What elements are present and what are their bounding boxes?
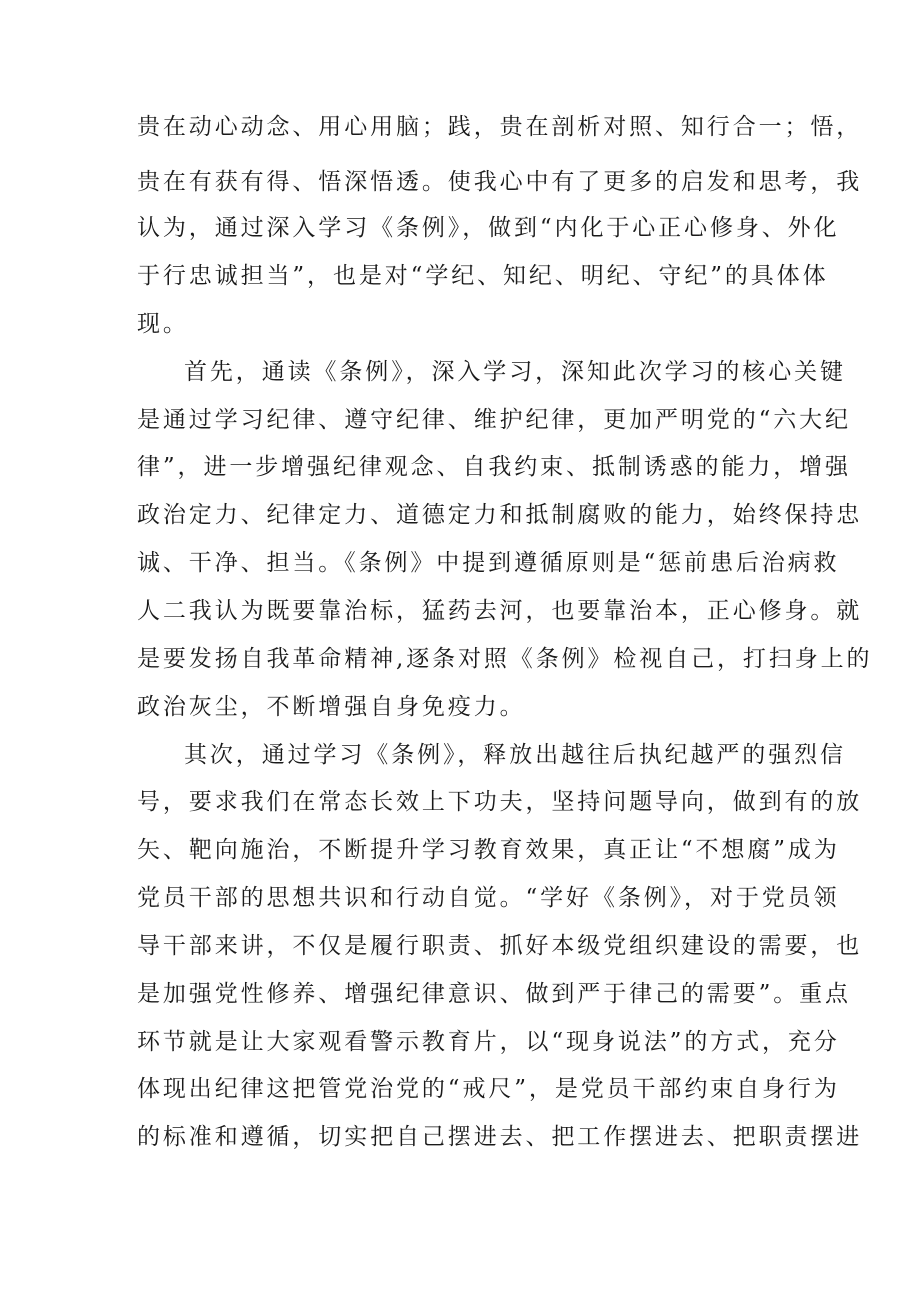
text-line: 认为，通过深入学习《条例》，做到“内化于心正心修身、外化 [137, 215, 840, 241]
text-line: 的标准和遵循，切实把自己摆进去、把工作摆进去、把职责摆进 [137, 1124, 863, 1150]
text-line: 是要发扬自我革命精神,逐条对照《条例》检视自己，打扫身上的 [137, 646, 873, 672]
text-line: 党员干部的思想共识和行动自觉。“学好《条例》，对于党员领 [137, 885, 840, 911]
text-line: 贵在有获有得、悟深悟透。使我心中有了更多的启发和思考，我 [137, 169, 863, 195]
text-line: 体现出纪律这把管党治党的“戒尺”，是党员干部约束自身行为 [137, 1076, 840, 1102]
text-line: 律”，进一步增强纪律观念、自我约束、抵制诱惑的能力，增强 [137, 454, 851, 480]
text-line: 导干部来讲，不仅是履行职责、抓好本级党组织建设的需要，也 [137, 933, 863, 959]
paragraph-first-line: 其次，通过学习《条例》，释放出越往后执纪越严的强烈信 [184, 742, 846, 768]
text-line: 诚、干净、担当。《条例》中提到遵循原则是“惩前患后治病救 [137, 550, 840, 576]
text-line: 于行忠诚担当”，也是对“学纪、知纪、明纪、守纪”的具体体 [137, 263, 829, 289]
text-line: 是加强党性修养、增强纪律意识、做到严于律己的需要”。重点 [137, 981, 851, 1007]
text-line: 贵在动心动念、用心用脑；践，贵在剖析对照、知行合一；悟， [137, 114, 863, 140]
text-line: 号，要求我们在常态长效上下功夫，坚持问题导向，做到有的放 [137, 789, 863, 815]
text-line: 矢、靶向施治，不断提升学习教育效果，真正让“不想腐”成为 [137, 837, 840, 863]
text-line: 政治灰尘，不断增强自身免疫力。 [137, 694, 526, 720]
paragraph-first-line: 首先，通读《条例》，深入学习，深知此次学习的核心关键 [184, 359, 846, 385]
text-line: 人二我认为既要靠治标，猛药去河，也要靠治本，正心修身。就 [137, 598, 863, 624]
text-line: 环节就是让大家观看警示教育片，以“现身说法”的方式，充分 [137, 1029, 840, 1055]
text-line: 现。 [137, 311, 189, 337]
text-line: 政治定力、纪律定力、道德定力和抵制腐败的能力，始终保持忠 [137, 502, 863, 528]
text-line: 是通过学习纪律、遵守纪律、维护纪律，更加严明党的“六大纪 [137, 407, 851, 433]
